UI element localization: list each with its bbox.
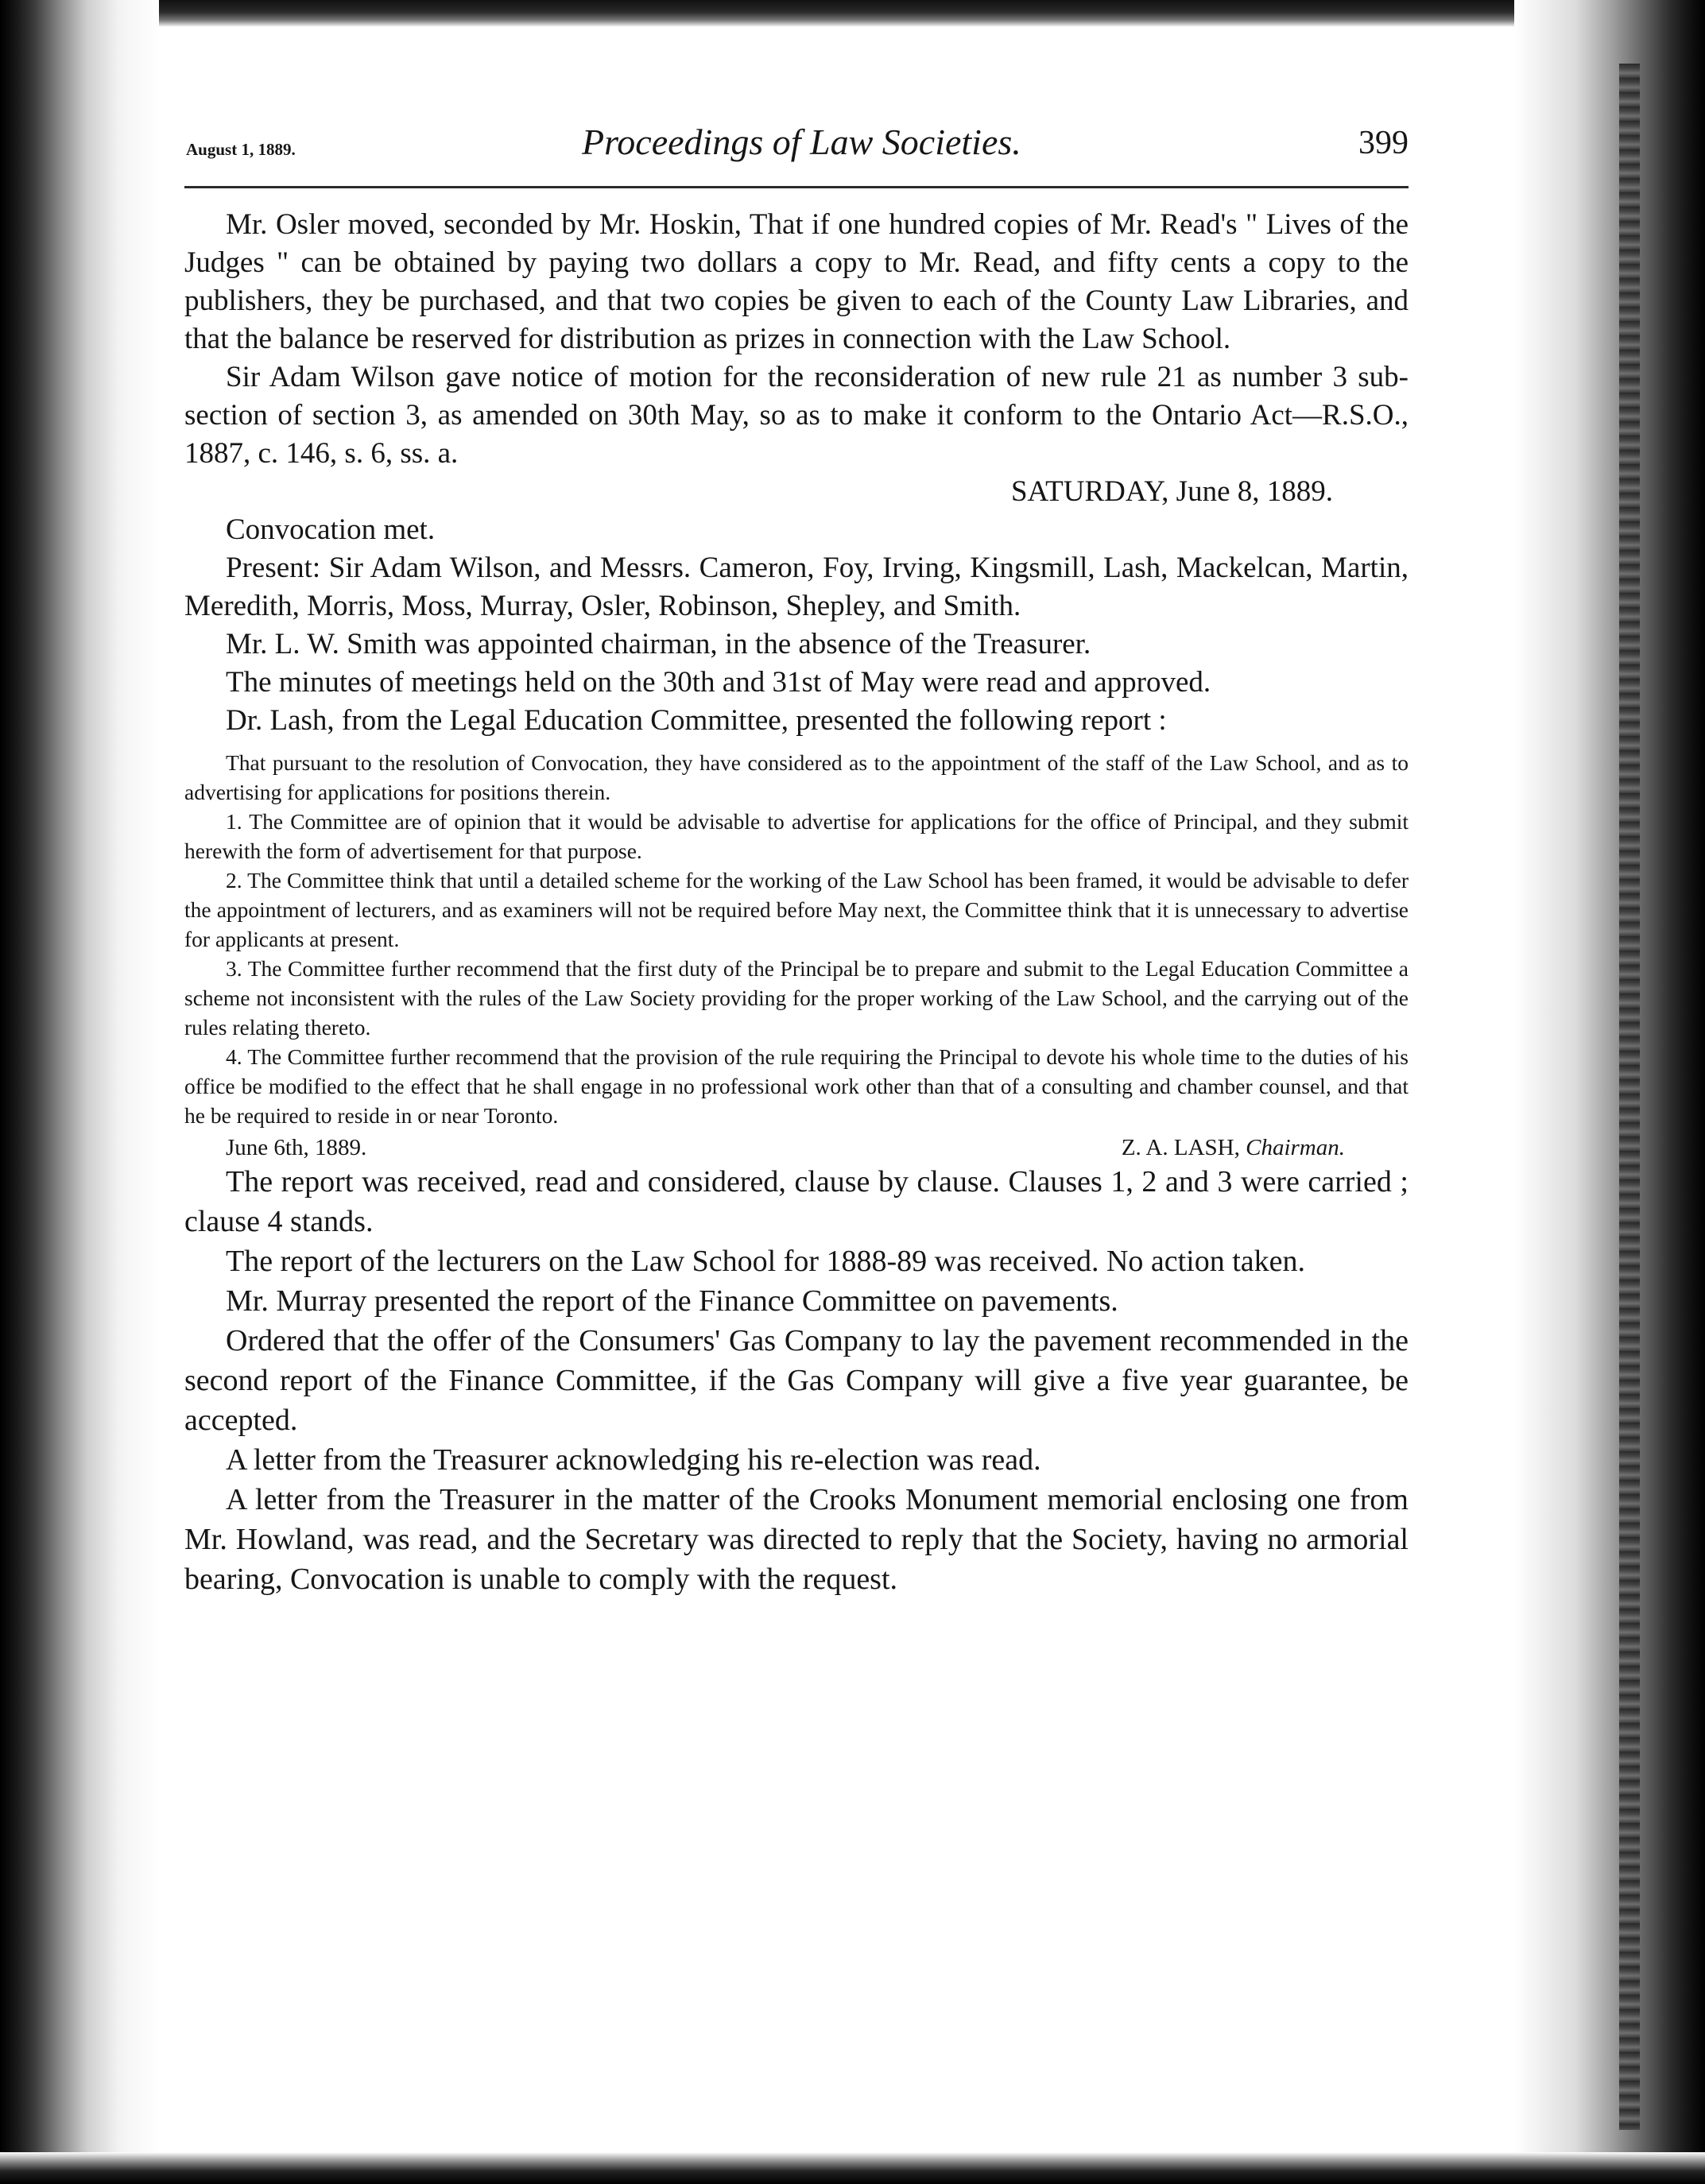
paragraph: Present: Sir Adam Wilson, and Messrs. Cameron, Foy, Irving, Kingsmill, Lash, Mackelcan, Martin, Meredith, Morris, Moss, Murray, Osler, Robinson, Shepley, and Smith. <box>184 552 1409 622</box>
scan-edge-bottom <box>0 2152 1705 2184</box>
paragraph: A letter from the Treasurer acknowledging his re-election was read. <box>226 1443 1041 1477</box>
paragraph: Sir Adam Wilson gave notice of motion for the reconsideration of new rule 21 as number 3 sub-section of section 3, as amended on 30th May, so as to make it conform to the Ontario Act—R.S.O., 1887, c. 146, s. 6, ss. a. <box>184 361 1409 470</box>
signature-name <box>1122 1132 1345 1164</box>
header-rule <box>184 186 1409 188</box>
page-body <box>184 119 1409 1599</box>
scan-edge-left <box>0 0 159 2184</box>
paragraph: Mr. Osler moved, seconded by Mr. Hoskin, That if one hundred copies of Mr. Read's " Lives of the Judges " can be obtained by paying two dollars a copy to Mr. Read, and fifty cents a copy to the publishers, they be purchased, and that two copies be given to each of the County Law Libraries, and that the balance be reserved for distribution as prizes in connection with the Law School. <box>184 208 1409 355</box>
header-title: Proceedings of Law Societies. <box>582 122 1021 162</box>
signature-role: Chairman. <box>1246 1135 1345 1160</box>
paragraph: The report of the lecturers on the Law School for 1888-89 was received. No action taken. <box>226 1245 1306 1278</box>
paragraph: Dr. Lash, from the Legal Education Committee, presented the following report : <box>226 704 1167 737</box>
scan-edge-right <box>1514 0 1705 2184</box>
paragraph: Ordered that the offer of the Consumers' Gas Company to lay the pavement recommended in the second report of the Finance Committee, if the Gas Company will give a five year guarantee, be accepted. <box>184 1324 1409 1437</box>
report-clause: 2. The Committee think that until a detailed scheme for the working of the Law School has been framed, it would be advisable to defer the appointment of lecturers, and as examiners will not be required before May next, the Committee think that it is unnecessary to advertise for applicants at present. <box>184 868 1409 951</box>
paragraph: Mr. L. W. Smith was appointed chairman, in the absence of the Treasurer. <box>226 628 1091 660</box>
signature-person: Z. A. LASH, <box>1121 1135 1240 1160</box>
meeting-date: SATURDAY, June 8, 1889. <box>1010 475 1333 508</box>
page-number: 399 <box>1358 125 1409 161</box>
paragraph: Mr. Murray presented the report of the Finance Committee on pavements. <box>226 1284 1118 1318</box>
report-clause: 1. The Committee are of opinion that it would be advisable to advertise for applications for the office of Principal, and they submit herewith the form of advertisement for that purpose. <box>184 809 1409 863</box>
scan-edge-binding <box>1619 64 1640 2130</box>
paragraph: Convocation met. <box>226 513 436 546</box>
report-clause: 4. The Committee further recommend that the provision of the rule requiring the Principal to devote his whole time to the duties of his office be modified to the effect that he shall engage in no professional work other than that of a consulting and chamber counsel, and that he be required to reside in or near Toronto. <box>184 1044 1409 1128</box>
report-paragraph: That pursuant to the resolution of Convocation, they have considered as to the appointment of the staff of the Law School, and as to advertising for applications for positions therein. <box>184 750 1409 804</box>
paragraph: The report was received, read and considered, clause by clause. Clauses 1, 2 and 3 were carried ; clause 4 stands. <box>184 1165 1409 1238</box>
report-clause: 3. The Committee further recommend that the first duty of the Principal be to prepare and submit to the Legal Education Committee a scheme not inconsistent with the rules of the Law Society providing for the proper working of the Law School, and the carrying out of the rules relating thereto. <box>184 956 1409 1040</box>
paragraph: The minutes of meetings held on the 30th and 31st of May were read and approved. <box>226 666 1211 699</box>
signature-date: June 6th, 1889. <box>226 1135 367 1160</box>
header-date: August 1, 1889. <box>186 140 296 159</box>
running-head <box>184 119 1409 168</box>
report-signature <box>184 1130 1409 1162</box>
scan-edge-top <box>0 0 1705 27</box>
paragraph: A letter from the Treasurer in the matter of the Crooks Monument memorial enclosing one from Mr. Howland, was read, and the Secretary was directed to reply that the Society, having no armorial bearing, Convocation is unable to comply with the request. <box>184 1483 1409 1596</box>
lower-section <box>184 1162 1409 1599</box>
